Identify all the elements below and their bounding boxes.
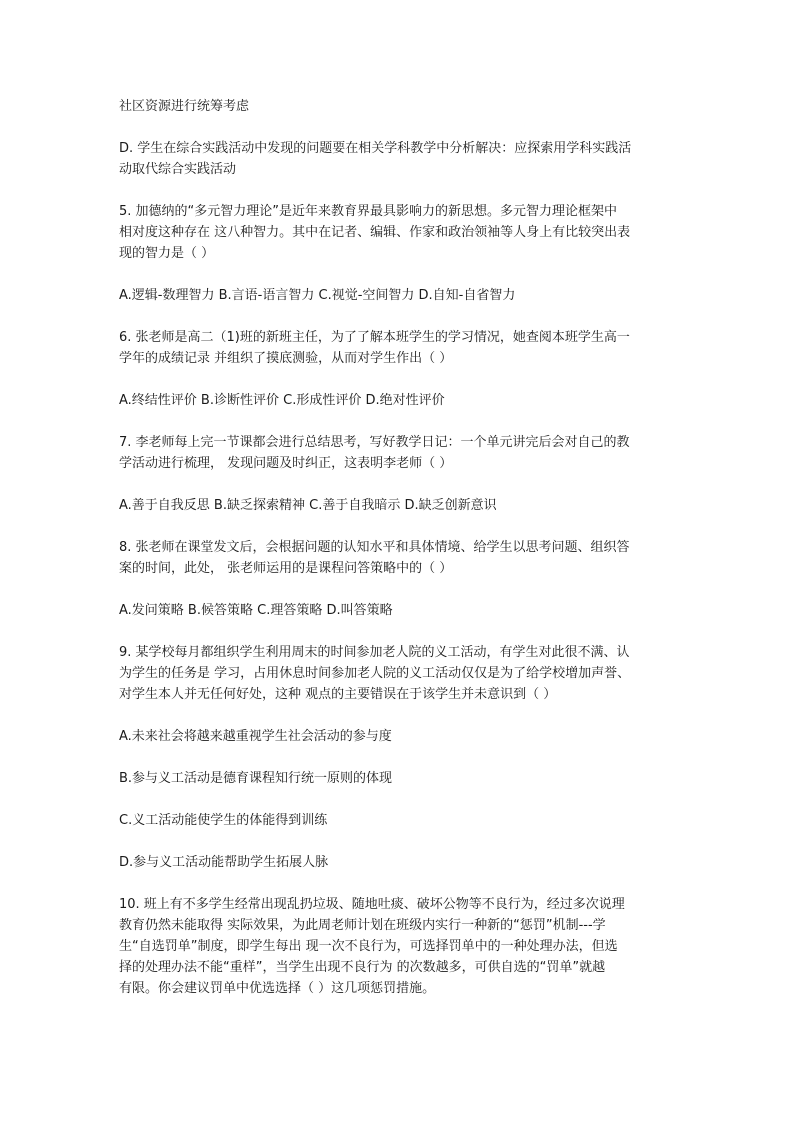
text-line: A.未来社会将越来越重视学生社会活动的参与度: [119, 729, 392, 744]
text-line: 相对度这种存在 这八种智力。其中在记者、编辑、作家和政治领袖等人身上有比较突出表: [119, 225, 631, 240]
text-line: 教育仍然未能取得 实际效果，为此周老师计划在班级内实行一种新的“惩罚”机制---学: [119, 918, 606, 933]
paragraph: [119, 327, 679, 369]
paragraph: [119, 726, 679, 747]
paragraph: [119, 810, 679, 831]
text-line: C.义工活动能使学生的体能得到训练: [119, 813, 328, 828]
paragraph: [119, 600, 679, 621]
text-line: 社区资源进行统筹考虑: [119, 99, 250, 114]
text-line: 生“自选罚单”制度，即学生每出 现一次不良行为，可选择罚单中的一种处理办法，但选: [119, 939, 618, 954]
paragraph: [119, 390, 679, 411]
text-line: 6. 张老师是高二（1)班的新班主任，为了了解本班学生的学习情况，她查阅本班学生高一: [119, 330, 630, 345]
text-line: 8. 张老师在课堂发文后，会根据问题的认知水平和具体情境、给学生以思考问题、组织答: [119, 540, 630, 555]
text-line: 学活动进行梳理， 发现问题及时纠正，这表明李老师（ ）: [119, 456, 453, 471]
text-line: 择的处理办法不能“重样”，当学生出现不良行为 的次数越多，可供自选的“罚单”就越: [119, 960, 606, 975]
paragraph: [119, 495, 679, 516]
text-line: A.发问策略 B.候答策略 C.理答策略 D.叫答策略: [119, 603, 393, 618]
text-line: A.善于自我反思 B.缺乏探索精神 C.善于自我暗示 D.缺乏创新意识: [119, 498, 497, 513]
paragraph: [119, 201, 679, 264]
text-line: D. 学生在综合实践活动中发现的问题要在相关学科教学中分析解决：应探索用学科实践活: [119, 141, 632, 156]
text-line: B.参与义工活动是德育课程知行统一原则的体现: [119, 771, 393, 786]
text-line: 案的时间，此处， 张老师运用的是课程问答策略中的（ ）: [119, 561, 453, 576]
paragraph: [119, 894, 679, 999]
paragraph: [119, 96, 679, 117]
text-line: 学年的成绩记录 并组织了摸底测验，从而对学生作出（ ）: [119, 351, 453, 366]
text-line: 7. 李老师每上完一节课都会进行总结思考，写好教学日记：一个单元讲完后会对自己的教: [119, 435, 630, 450]
paragraph: [119, 537, 679, 579]
paragraph: [119, 642, 679, 705]
text-line: A.终结性评价 B.诊断性评价 C.形成性评价 D.绝对性评价: [119, 393, 445, 408]
text-line: 动取代综合实践活动: [119, 162, 237, 177]
paragraph: [119, 138, 679, 180]
text-line: 现的智力是（ ）: [119, 246, 215, 261]
document-body: [119, 96, 679, 1020]
text-line: 对学生本人并无任何好处，这种 观点的主要错误在于该学生并未意识到（ ）: [119, 687, 557, 702]
text-line: 为学生的任务是 学习，占用休息时间参加老人院的义工活动仅仅是为了给学校增加声誉、: [119, 666, 631, 681]
text-line: 9. 某学校每月都组织学生利用周末的时间参加老人院的义工活动，有学生对此很不满、认: [119, 645, 630, 660]
text-line: A.逻辑-数理智力 B.言语-语言智力 C.视觉-空间智力 D.自知-自省智力: [119, 288, 516, 303]
text-line: 有限。你会建议罚单中优选选择（ ）这几项惩罚措施。: [119, 981, 436, 996]
paragraph: [119, 768, 679, 789]
text-line: D.参与义工活动能帮助学生拓展人脉: [119, 855, 329, 870]
paragraph: [119, 285, 679, 306]
paragraph: [119, 432, 679, 474]
text-line: 5. 加德纳的“多元智力理论”是近年来教育界最具影响力的新思想。多元智力理论框架中: [119, 204, 618, 219]
text-line: 10. 班上有不多学生经常出现乱扔垃圾、随地吐痰、破坏公物等不良行为，经过多次说理: [119, 897, 625, 912]
paragraph: [119, 852, 679, 873]
